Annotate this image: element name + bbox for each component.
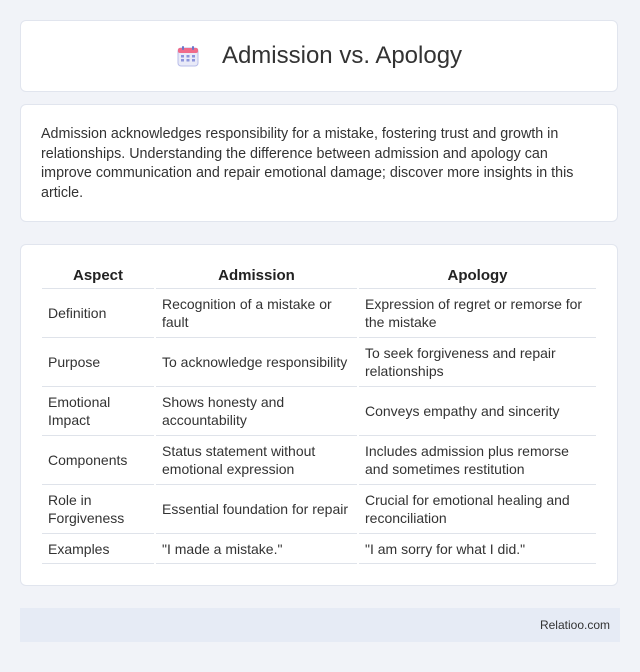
row-admission: "I made a mistake." [156,534,357,564]
title-card [20,20,618,92]
row-admission: Shows honesty and accountability [156,387,357,436]
row-apology: Expression of regret or remorse for the mistake [359,289,596,338]
intro-text: Admission acknowledges responsibility for a mistake, fostering trust and growth in relationships. Understanding the difference between admission and apology can improve communication and repair emotional damage; discover more insights in this article. [41,126,574,201]
row-admission: To acknowledge responsibility [156,338,357,387]
row-apology: Includes admission plus remorse and sometimes restitution [359,436,596,485]
table-row [42,289,596,338]
table-row [42,387,596,436]
table-row [42,338,596,387]
row-aspect: Purpose [42,338,154,387]
row-admission: Essential foundation for repair [156,485,357,534]
table-row [42,436,596,485]
row-apology: "I am sorry for what I did." [359,534,596,564]
row-admission: Status statement without emotional expression [156,436,357,485]
row-aspect: Emotional Impact [42,387,154,436]
intro-card [20,104,618,222]
row-aspect: Examples [42,534,154,564]
page-title: Admission vs. Apology [221,42,463,69]
footer-site-link[interactable]: Relatioo.com [539,618,610,632]
row-aspect: Role in Forgiveness [42,485,154,534]
column-header-apology: Apology [359,265,596,289]
comparison-card [20,244,618,586]
calendar-icon [176,44,200,68]
row-admission: Recognition of a mistake or fault [156,289,357,338]
table-header-row [42,265,596,289]
table-row [42,485,596,534]
footer [20,608,620,642]
table-row [42,534,596,564]
column-header-admission: Admission [156,265,357,289]
row-apology: Conveys empathy and sincerity [359,387,596,436]
row-aspect: Components [42,436,154,485]
column-header-aspect: Aspect [42,265,154,289]
row-aspect: Definition [42,289,154,338]
row-apology: Crucial for emotional healing and reconciliation [359,485,596,534]
row-apology: To seek forgiveness and repair relationships [359,338,596,387]
comparison-table [40,265,598,564]
